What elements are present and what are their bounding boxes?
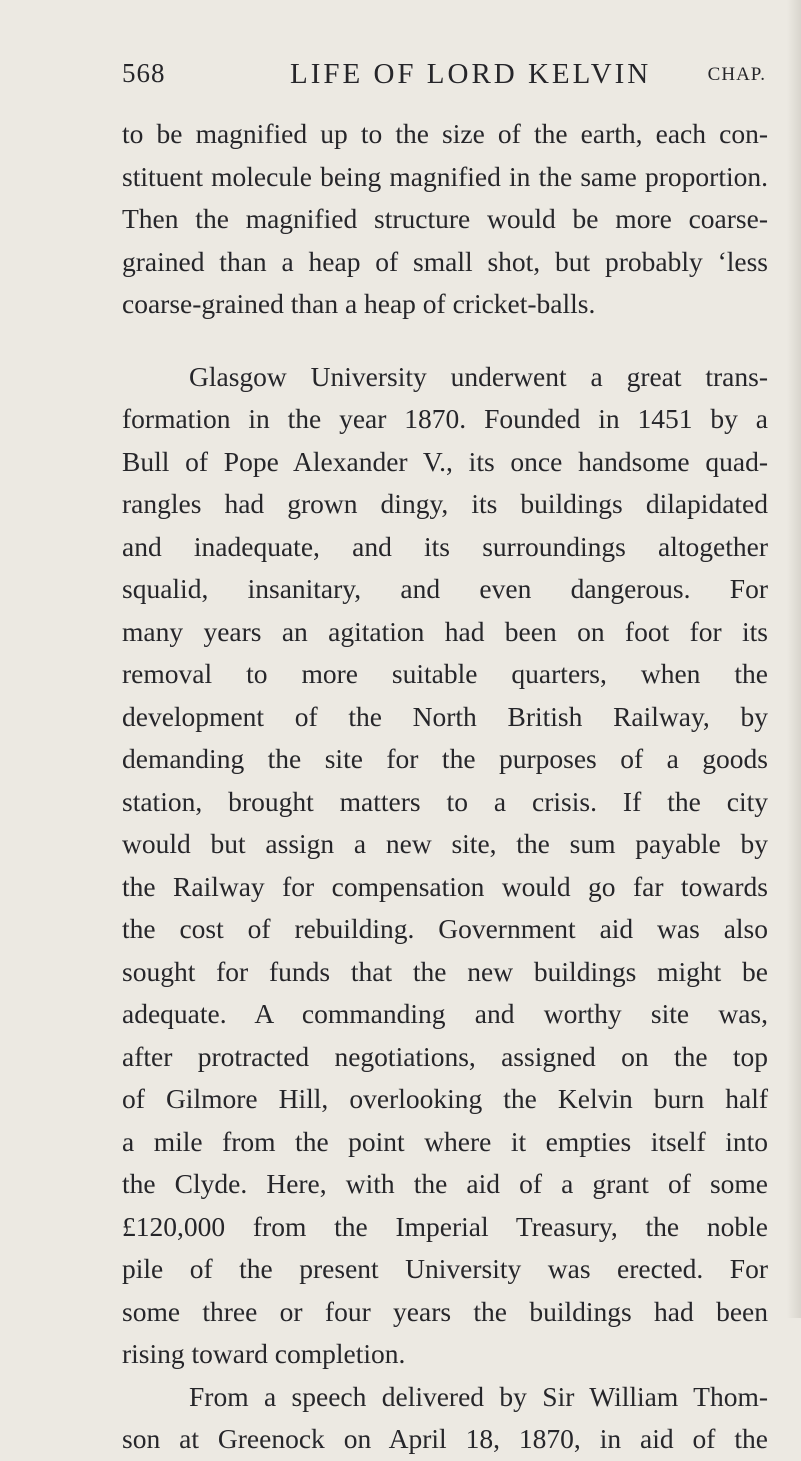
running-head xyxy=(122,58,766,98)
text-line: rangles had grown dingy, its buildings dilapidated xyxy=(122,488,768,519)
text-line: grained than a heap of small shot, but probably ‘less xyxy=(122,245,768,277)
text-line: development of the North British Railway, by xyxy=(122,700,768,732)
paragraph-gap xyxy=(122,326,768,356)
text-line: some three or four years the buildings had been xyxy=(122,1295,768,1327)
text-line: removal to more suitable quarters, when the xyxy=(122,658,768,689)
page-edge-shadow xyxy=(787,0,801,1318)
text-line: adequate. A commanding and worthy site was, xyxy=(122,998,768,1029)
text-line: Then the magnified structure would be more coarse- xyxy=(122,203,768,234)
text-line: of Gilmore Hill, overlooking the Kelvin burn half xyxy=(122,1083,768,1114)
text-line: rising toward completion. xyxy=(122,1338,406,1369)
text-line: the cost of rebuilding. Government aid was also xyxy=(122,913,768,944)
paragraph-1 xyxy=(122,113,768,326)
text-line: son at Greenock on April 18, 1870, in aid of the xyxy=(122,1423,768,1454)
text-line: demanding the site for the purposes of a goods xyxy=(122,743,768,774)
text-line: the Clyde. Here, with the aid of a grant of some xyxy=(122,1168,768,1199)
text-line: station, brought matters to a crisis. If the city xyxy=(122,785,768,817)
text-line: Bull of Pope Alexander V., its once handsome quad- xyxy=(122,445,768,477)
text-line: the Railway for compensation would go far towards xyxy=(122,870,768,902)
text-line: would but assign a new site, the sum payable by xyxy=(122,828,768,859)
paragraph-3 xyxy=(122,1376,768,1461)
text-line: sought for funds that the new buildings might be xyxy=(122,955,768,987)
chapter-abbrev: CHAP. xyxy=(707,64,766,85)
body-text xyxy=(122,113,768,1461)
page-number: 568 xyxy=(122,58,166,88)
running-title: LIFE OF LORD KELVIN xyxy=(290,58,652,90)
text-line: to be magnified up to the size of the earth, each con- xyxy=(122,118,768,149)
text-line: after protracted negotiations, assigned on the top xyxy=(122,1040,768,1072)
paragraph-2 xyxy=(122,356,768,1376)
text-line: Glasgow University underwent a great trans- xyxy=(189,360,768,392)
text-line: coarse-grained than a heap of cricket-balls. xyxy=(122,288,596,319)
text-line: From a speech delivered by Sir William Thom- xyxy=(189,1380,768,1412)
text-line: £120,000 from the Imperial Treasury, the noble xyxy=(122,1210,768,1242)
text-line: formation in the year 1870. Founded in 1451 by a xyxy=(122,403,768,434)
text-line: stituent molecule being magnified in the same proportion. xyxy=(122,160,768,192)
text-line: many years an agitation had been on foot for its xyxy=(122,615,768,647)
text-line: a mile from the point where it empties itself into xyxy=(122,1125,768,1157)
text-line: squalid, insanitary, and even dangerous. For xyxy=(122,573,768,604)
text-line: pile of the present University was erected. For xyxy=(122,1253,768,1284)
text-line: and inadequate, and its surroundings altogether xyxy=(122,530,768,562)
